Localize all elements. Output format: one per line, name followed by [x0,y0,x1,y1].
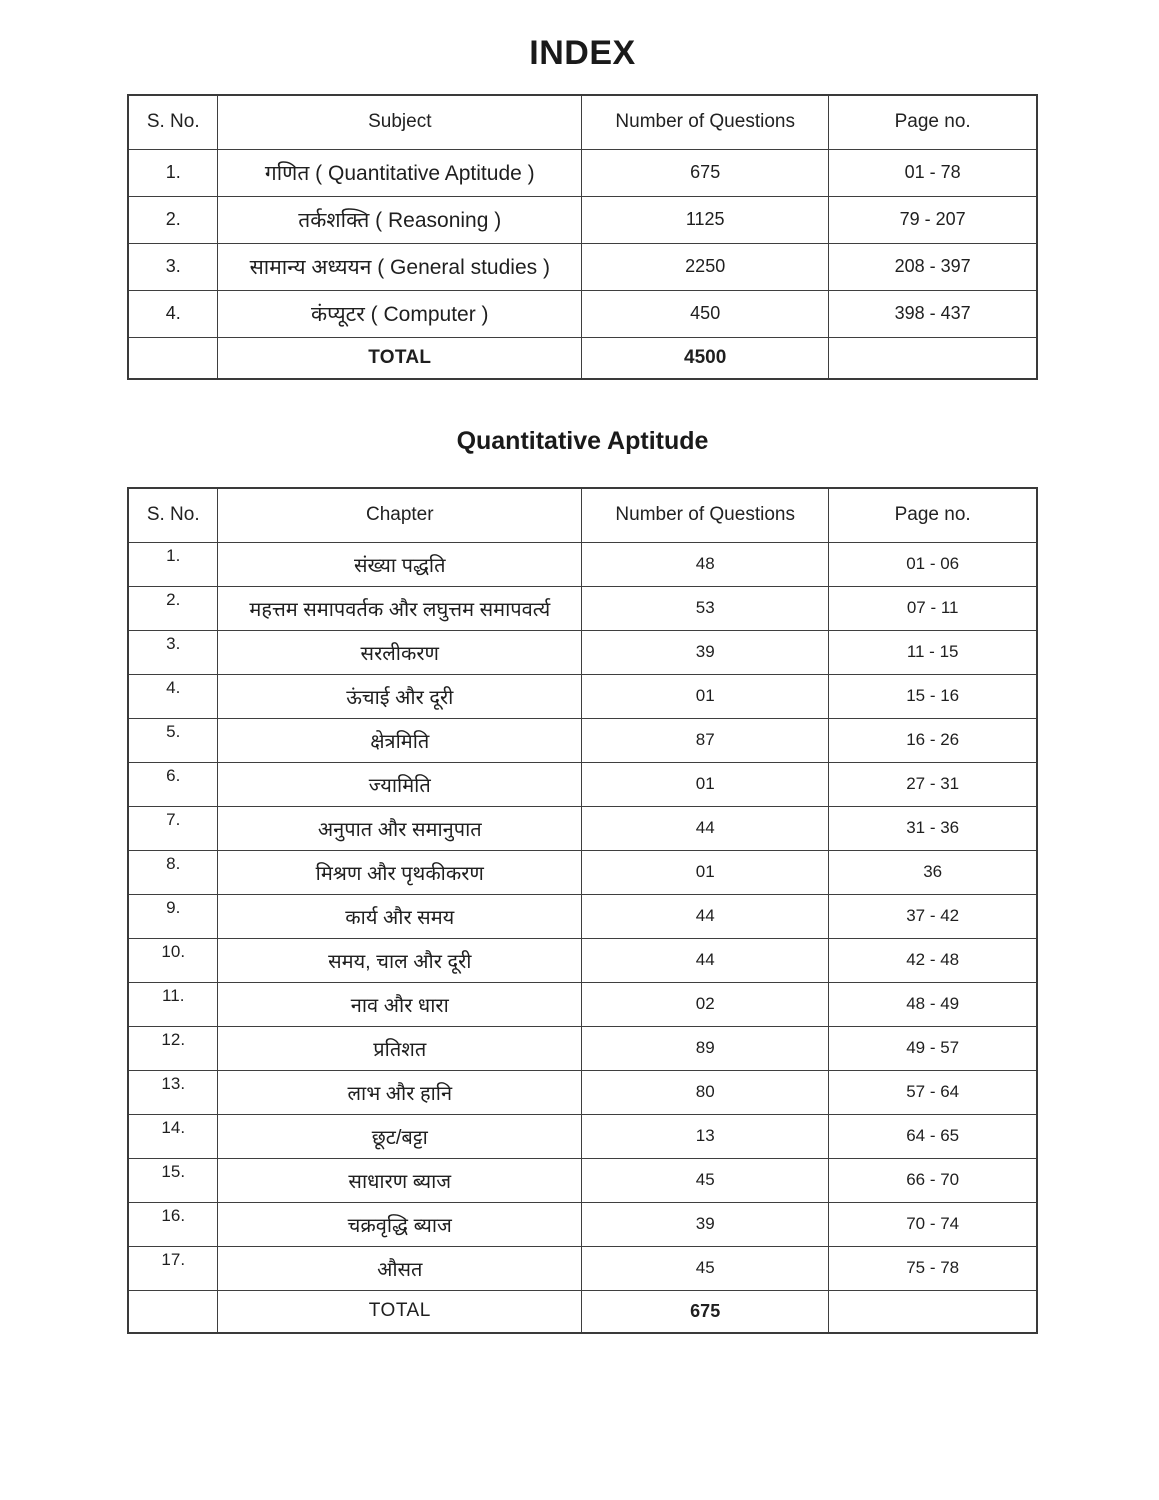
questions-cell: 2250 [582,243,829,290]
col-header-sno: S. No. [128,95,218,149]
questions-cell: 450 [582,290,829,337]
pages-cell: 36 [829,850,1037,894]
table-row [128,1114,1037,1158]
table-row [128,630,1037,674]
chapter-cell: छूट/बट्टा [218,1114,582,1158]
sno-cell: 1. [128,542,218,586]
sno-cell: 3. [128,243,218,290]
subject-cell: सामान्य अध्ययन ( General studies ) [218,243,582,290]
sno-cell: 12. [128,1026,218,1070]
col-header-chapter: Chapter [218,488,582,542]
pages-cell: 48 - 49 [829,982,1037,1026]
pages-cell: 01 - 78 [829,149,1037,196]
pages-cell: 15 - 16 [829,674,1037,718]
table-row [128,806,1037,850]
col-header-pages: Page no. [829,488,1037,542]
pages-cell: 49 - 57 [829,1026,1037,1070]
quantitative-aptitude-table [127,487,1038,1334]
pages-cell: 37 - 42 [829,894,1037,938]
col-header-sno: S. No. [128,488,218,542]
table-row [128,243,1037,290]
sno-cell: 5. [128,718,218,762]
pages-cell: 01 - 06 [829,542,1037,586]
empty-cell [128,337,218,379]
sno-cell: 4. [128,290,218,337]
chapter-cell: औसत [218,1246,582,1290]
chapter-cell: अनुपात और समानुपात [218,806,582,850]
table-row [128,586,1037,630]
table-row [128,1202,1037,1246]
subject-cell: कंप्यूटर ( Computer ) [218,290,582,337]
table-row [128,894,1037,938]
qa-table-header-row [128,488,1037,542]
questions-cell: 675 [582,149,829,196]
table-row [128,850,1037,894]
pages-cell: 31 - 36 [829,806,1037,850]
index-table [127,94,1038,380]
pages-cell: 64 - 65 [829,1114,1037,1158]
sno-cell: 14. [128,1114,218,1158]
index-title: INDEX [529,34,636,72]
table-row [128,674,1037,718]
questions-cell: 44 [582,938,829,982]
pages-cell: 70 - 74 [829,1202,1037,1246]
col-header-subject: Subject [218,95,582,149]
questions-cell: 44 [582,894,829,938]
empty-cell [829,337,1037,379]
col-header-questions: Number of Questions [582,95,829,149]
pages-cell: 07 - 11 [829,586,1037,630]
chapter-cell: प्रतिशत [218,1026,582,1070]
questions-cell: 02 [582,982,829,1026]
table-row [128,290,1037,337]
sno-cell: 10. [128,938,218,982]
table-row [128,1158,1037,1202]
chapter-cell: नाव और धारा [218,982,582,1026]
table-row [128,982,1037,1026]
pages-cell: 75 - 78 [829,1246,1037,1290]
chapter-cell: कार्य और समय [218,894,582,938]
questions-cell: 53 [582,586,829,630]
chapter-cell: सरलीकरण [218,630,582,674]
questions-cell: 45 [582,1246,829,1290]
questions-cell: 48 [582,542,829,586]
questions-cell: 45 [582,1158,829,1202]
table-row [128,196,1037,243]
table-row [128,762,1037,806]
total-label-cell: TOTAL [218,337,582,379]
sno-cell: 16. [128,1202,218,1246]
questions-cell: 39 [582,1202,829,1246]
questions-cell: 89 [582,1026,829,1070]
questions-cell: 1125 [582,196,829,243]
pages-cell: 79 - 207 [829,196,1037,243]
sno-cell: 7. [128,806,218,850]
table-row [128,542,1037,586]
sno-cell: 17. [128,1246,218,1290]
qa-total-row [128,1290,1037,1333]
sno-cell: 6. [128,762,218,806]
chapter-cell: संख्या पद्धति [218,542,582,586]
chapter-cell: लाभ और हानि [218,1070,582,1114]
subject-cell: गणित ( Quantitative Aptitude ) [218,149,582,196]
sno-cell: 13. [128,1070,218,1114]
index-table-header-row [128,95,1037,149]
pages-cell: 57 - 64 [829,1070,1037,1114]
sno-cell: 1. [128,149,218,196]
pages-cell: 11 - 15 [829,630,1037,674]
chapter-cell: ऊंचाई और दूरी [218,674,582,718]
table-row [128,1026,1037,1070]
table-row [128,1070,1037,1114]
quantitative-aptitude-title: Quantitative Aptitude [456,427,709,455]
chapter-cell: साधारण ब्याज [218,1158,582,1202]
chapter-cell: चक्रवृद्धि ब्याज [218,1202,582,1246]
chapter-cell: मिश्रण और पृथकीकरण [218,850,582,894]
table-row [128,938,1037,982]
subject-cell: तर्कशक्ति ( Reasoning ) [218,196,582,243]
chapter-cell: समय, चाल और दूरी [218,938,582,982]
questions-cell: 01 [582,674,829,718]
sno-cell: 3. [128,630,218,674]
pages-cell: 398 - 437 [829,290,1037,337]
empty-cell [128,1290,218,1333]
table-row [128,1246,1037,1290]
chapter-cell: महत्तम समापवर्तक और लघुत्तम समापवर्त्य [218,586,582,630]
questions-cell: 01 [582,762,829,806]
sno-cell: 2. [128,586,218,630]
empty-cell [829,1290,1037,1333]
questions-cell: 44 [582,806,829,850]
document-page [127,0,1038,1334]
index-total-row [128,337,1037,379]
total-label-cell: TOTAL [218,1290,582,1333]
sno-cell: 11. [128,982,218,1026]
table-row [128,149,1037,196]
questions-cell: 39 [582,630,829,674]
chapter-cell: ज्यामिति [218,762,582,806]
pages-cell: 66 - 70 [829,1158,1037,1202]
pages-cell: 16 - 26 [829,718,1037,762]
sno-cell: 4. [128,674,218,718]
col-header-questions: Number of Questions [582,488,829,542]
col-header-pages: Page no. [829,95,1037,149]
questions-cell: 13 [582,1114,829,1158]
questions-cell: 01 [582,850,829,894]
total-questions-cell: 675 [582,1290,829,1333]
chapter-cell: क्षेत्रमिति [218,718,582,762]
pages-cell: 27 - 31 [829,762,1037,806]
questions-cell: 80 [582,1070,829,1114]
sno-cell: 2. [128,196,218,243]
sno-cell: 9. [128,894,218,938]
total-questions-cell: 4500 [582,337,829,379]
sno-cell: 15. [128,1158,218,1202]
questions-cell: 87 [582,718,829,762]
table-row [128,718,1037,762]
pages-cell: 208 - 397 [829,243,1037,290]
pages-cell: 42 - 48 [829,938,1037,982]
sno-cell: 8. [128,850,218,894]
